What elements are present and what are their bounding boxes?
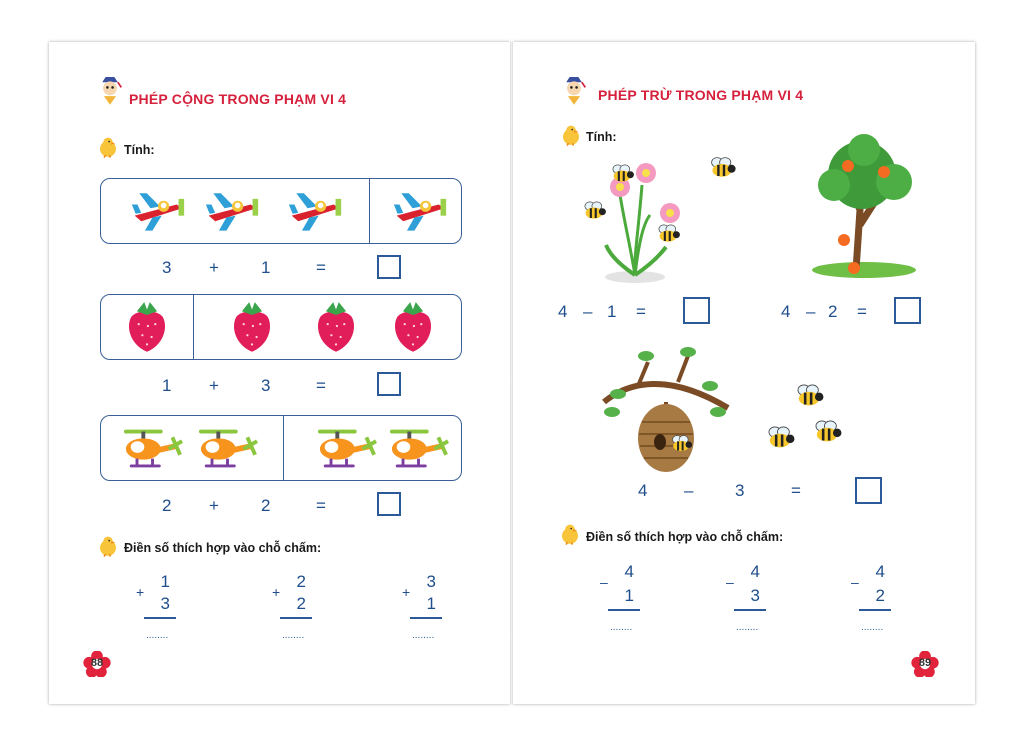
bee-icon (763, 422, 797, 454)
instruction-fill: Điền số thích hợp vào chỗ chấm: (124, 541, 322, 555)
top-number: 2 (296, 572, 306, 591)
strawberry-icon (313, 297, 359, 355)
instruction-compute: Tính: (124, 143, 155, 157)
operand-a: 4 (558, 302, 568, 321)
operand-a: 1 (162, 376, 172, 395)
top-number: 3 (426, 572, 436, 591)
answer-blank[interactable]: ........ (282, 630, 305, 641)
answer-blank[interactable]: ........ (610, 622, 633, 633)
operator: + (402, 584, 411, 600)
difference-line (608, 609, 640, 611)
answer-box[interactable] (377, 492, 401, 516)
chick-icon (96, 136, 120, 160)
equals-sign: = (316, 496, 326, 515)
answer-box[interactable] (894, 297, 921, 324)
bottom-number: 2 (875, 586, 885, 605)
helicopter-icon (316, 425, 378, 471)
bee-icon (706, 153, 738, 183)
operator: – (726, 574, 734, 590)
sum-line (410, 617, 442, 619)
bee-icon (792, 380, 826, 412)
airplane-icon (130, 184, 186, 238)
strawberry-icon (124, 297, 170, 355)
answer-blank[interactable]: ........ (146, 630, 169, 641)
difference-line (859, 609, 891, 611)
helicopter-icon (197, 425, 259, 471)
helicopter-icon (122, 425, 184, 471)
airplane-icon (392, 184, 448, 238)
bee-icon (810, 416, 844, 448)
operand-a: 2 (162, 496, 172, 515)
bottom-number: 3 (750, 586, 760, 605)
page-number-badge (910, 651, 940, 677)
operator: – (806, 302, 816, 321)
operand-b: 2 (261, 496, 271, 515)
answer-blank[interactable]: ........ (861, 622, 884, 633)
vertical-difference-3 (851, 562, 891, 634)
operand-b: 3 (735, 481, 745, 500)
operator: + (272, 584, 281, 600)
bottom-number: 1 (426, 594, 436, 613)
helicopter-icon (388, 425, 450, 471)
panel-divider (283, 416, 284, 480)
equals-sign: = (316, 258, 326, 277)
flower-bees-illustration (580, 155, 690, 285)
page-number-badge (82, 651, 112, 677)
answer-box[interactable] (377, 372, 401, 396)
equals-sign: = (791, 481, 801, 500)
answer-blank[interactable]: ........ (412, 630, 435, 641)
vertical-difference-2 (726, 562, 766, 634)
beehive-illustration (598, 342, 734, 476)
operator: + (136, 584, 145, 600)
mascot-icon (561, 74, 587, 106)
operand-b: 3 (261, 376, 271, 395)
operand-b: 2 (828, 302, 838, 321)
operand-a: 4 (638, 481, 648, 500)
bottom-number: 3 (160, 594, 170, 613)
vertical-sum-3 (402, 572, 442, 642)
operator: + (209, 496, 219, 515)
airplane-icon (204, 184, 260, 238)
operator: + (209, 258, 219, 277)
strawberry-icon (390, 297, 436, 355)
vertical-sum-1 (136, 572, 176, 642)
top-number: 4 (750, 562, 760, 581)
operand-b: 1 (607, 302, 617, 321)
page-title-subtraction: PHÉP TRỪ TRONG PHẠM VI 4 (598, 87, 804, 103)
difference-line (734, 609, 766, 611)
panel-divider (193, 295, 194, 359)
answer-box[interactable] (377, 255, 401, 279)
sum-line (144, 617, 176, 619)
vertical-sum-2 (272, 572, 312, 642)
mascot-icon (97, 74, 123, 106)
operator: – (684, 481, 694, 500)
operator: – (600, 574, 608, 590)
operand-a: 3 (162, 258, 172, 277)
operator: – (851, 574, 859, 590)
book-spine (510, 42, 513, 704)
instruction-fill: Điền số thích hợp vào chỗ chấm: (586, 530, 784, 544)
page-number: 88 (90, 657, 104, 669)
bottom-number: 2 (296, 594, 306, 613)
top-number: 4 (875, 562, 885, 581)
vertical-difference-1 (600, 562, 640, 634)
operator: – (583, 302, 593, 321)
bottom-number: 1 (624, 586, 634, 605)
answer-box[interactable] (683, 297, 710, 324)
answer-box[interactable] (855, 477, 882, 504)
top-number: 1 (160, 572, 170, 591)
operator: + (209, 376, 219, 395)
chick-icon (96, 535, 120, 559)
page-number: 89 (918, 657, 932, 669)
operand-b: 1 (261, 258, 271, 277)
top-number: 4 (624, 562, 634, 581)
equals-sign: = (857, 302, 867, 321)
equals-sign: = (636, 302, 646, 321)
operand-a: 4 (781, 302, 791, 321)
page-title-addition: PHÉP CỘNG TRONG PHẠM VI 4 (129, 91, 347, 107)
orange-tree-illustration (804, 130, 922, 280)
equals-sign: = (316, 376, 326, 395)
panel-divider (369, 179, 370, 243)
chick-icon (558, 523, 582, 547)
airplane-icon (287, 184, 343, 238)
answer-blank[interactable]: ........ (736, 622, 759, 633)
sum-line (280, 617, 312, 619)
strawberry-icon (229, 297, 275, 355)
instruction-compute: Tính: (586, 130, 617, 144)
chick-icon (559, 124, 583, 148)
